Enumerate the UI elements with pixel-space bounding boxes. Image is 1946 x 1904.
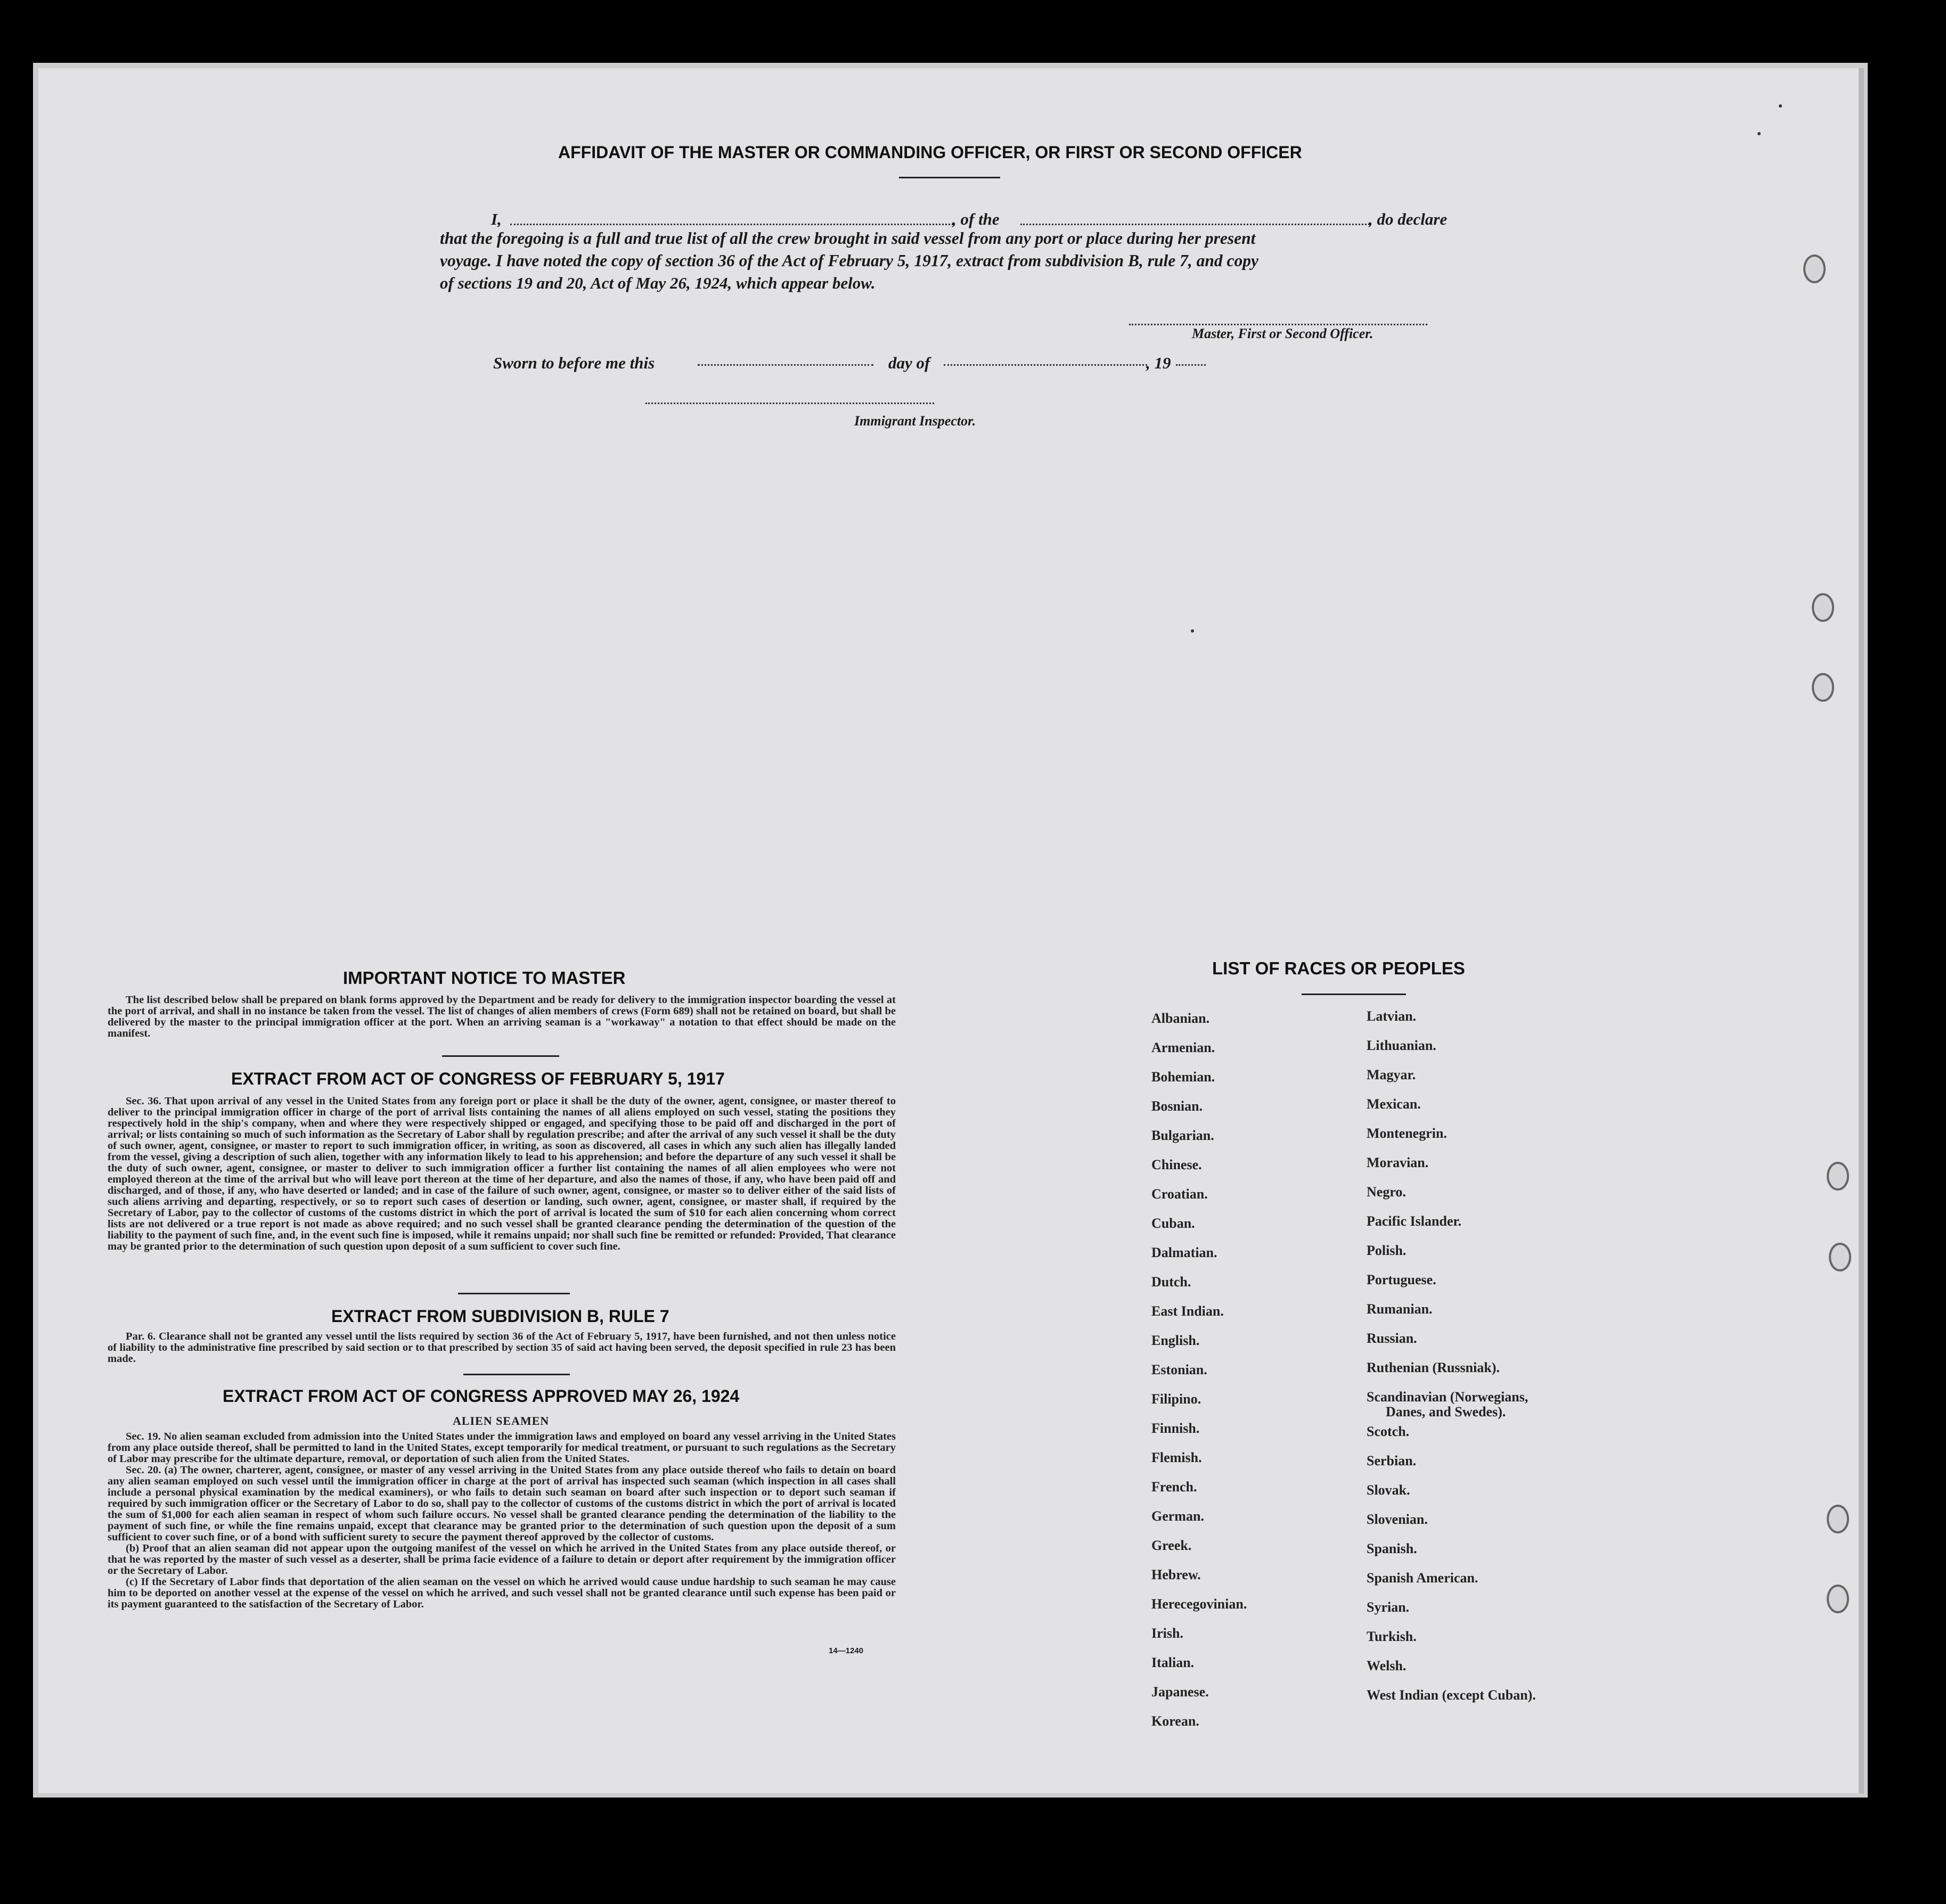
sworn-month-field[interactable]	[944, 364, 1147, 366]
race-item: Japanese.	[1151, 1684, 1209, 1700]
race-item: Estonian.	[1151, 1362, 1207, 1377]
year-prefix: , 19	[1146, 354, 1171, 372]
races-right-column	[1367, 1008, 1601, 1733]
race-item: Montenegrin.	[1367, 1126, 1447, 1141]
day-of-text: day of	[888, 354, 930, 372]
race-item: Herecegovinian.	[1151, 1596, 1247, 1612]
inspector-caption: Immigrant Inspector.	[854, 413, 976, 429]
race-item: Scandinavian (Norwegians,	[1367, 1389, 1528, 1405]
race-item: Spanish.	[1367, 1541, 1417, 1556]
race-item: Serbian.	[1367, 1453, 1417, 1468]
races-title: LIST OF RACES OR PEOPLES	[1212, 958, 1465, 978]
notice-text	[108, 995, 896, 1039]
race-item: Portuguese.	[1367, 1272, 1436, 1287]
extract-1917-text	[108, 1096, 896, 1252]
section-36-paragraph: Sec. 36. That upon arrival of any vessel in the United States from any foreign port or place it shall be the duty of the owner, agent, consignee, or master thereof to deliver to the principal immigration officer in charge of the port of arrival lists containing the names of all aliens employed on such vessel, stating the positions they respectively hold in the ship's company, when and where they were respectively shipped or engaged, and specifying those to be paid off and discharged in the port of arrival; or lists containing so much of such information as the Secretary of Labor shall by regulation prescribe; and after the arrival of any such vessel it shall be the duty of such owner, agent, consignee, or master to report to such immigration officer, in writing, as soon as discovered, all cases in which any such alien has illegally landed from the vessel, giving a description of such alien, together with any information likely to lead to his apprehension; and before the departure of any such vessel it shall be the duty of such owner, agent, consignee, or master to deliver to such immigration officer a further list containing the names of all alien employees who were not employed thereon at the time of the arrival but who will leave port thereon at the time of her departure, and also the names of those, if any, who have been paid off and discharged, and of those, if any, who have deserted or landed; and in case of the failure of such owner, agent, consignee, or master so to deliver either of the said lists of such aliens arriving and departing, respectively, or so to report such cases of desertion or landing, such owner, agent, consignee, or master shall, if required by the Secretary of Labor, pay to the collector of customs of the customs district in which the port of arrival is located the sum of $10 for each alien concerning whom correct lists are not delivered or a true report is not made as above required; and no such vessel shall be granted clearance pending the determination of the question of the liability to the payment of such fine, and, in the event such fine is imposed, while it remains unpaid; nor shall such fine be remitted or refunded: Provided, That clearance may be granted prior to the determination of such question upon deposit of a sum sufficient to cover such fine.	[108, 1095, 896, 1252]
page-edge	[1859, 68, 1864, 1793]
race-item: Dutch.	[1151, 1274, 1191, 1290]
affidavit-line-2: that the foregoing is a full and true list of all the crew brought in said vessel from any port or place during her present	[440, 229, 1256, 248]
notice-title: IMPORTANT NOTICE TO MASTER	[343, 968, 626, 988]
affidavit-line-3: voyage. I have noted the copy of section 36 of the Act of February 5, 1917, extract from subdivision B, rule 7, and copy	[440, 251, 1258, 270]
race-item: Armenian.	[1151, 1040, 1215, 1055]
ink-speck	[1191, 629, 1194, 633]
sworn-text: Sworn to before me this	[493, 354, 655, 372]
binder-hole	[1812, 673, 1834, 702]
race-item: Latvian.	[1367, 1008, 1417, 1024]
affidavit-title-rule	[899, 177, 1000, 178]
race-item: West Indian (except Cuban).	[1367, 1687, 1536, 1703]
race-item: East Indian.	[1151, 1303, 1224, 1319]
race-item: Flemish.	[1151, 1450, 1202, 1465]
race-item: Pacific Islander.	[1367, 1213, 1462, 1229]
subdivision-b-rule	[463, 1374, 570, 1375]
race-item: Welsh.	[1367, 1658, 1407, 1673]
ink-speck	[1757, 132, 1761, 135]
race-item: Scotch.	[1367, 1424, 1410, 1439]
form-number: 14—1240	[829, 1646, 864, 1655]
race-item: Korean.	[1151, 1713, 1199, 1729]
extract-1924-title: EXTRACT FROM ACT OF CONGRESS APPROVED MAY 26, 1924	[223, 1386, 740, 1406]
race-item: Negro.	[1367, 1184, 1406, 1200]
races-title-rule	[1302, 994, 1406, 995]
race-item: Mexican.	[1367, 1096, 1421, 1112]
race-item: Spanish American.	[1367, 1570, 1478, 1586]
binder-hole	[1827, 1162, 1849, 1191]
race-item: Lithuanian.	[1367, 1038, 1436, 1053]
race-item: Filipino.	[1151, 1391, 1201, 1407]
race-item: Dalmatian.	[1151, 1245, 1217, 1260]
inspector-signature-field[interactable]	[645, 403, 934, 404]
race-item: Syrian.	[1367, 1599, 1410, 1615]
affidavit-line-4: of sections 19 and 20, Act of May 26, 1924, which appear below.	[440, 274, 876, 292]
notice-rule	[442, 1055, 559, 1057]
race-item: Russian.	[1367, 1331, 1417, 1346]
affidavit-title: AFFIDAVIT OF THE MASTER OR COMMANDING OFFICER, OR FIRST OR SECOND OFFICER	[558, 143, 1302, 162]
section-20c-paragraph: (c) If the Secretary of Labor finds that deportation of the alien seaman on the vessel on which he arrived would cause undue hardship to such seaman he may cause him to be deported on another vessel at the expense of the vessel on which he arrived, and such vessel shall not be granted clearance until such expense has been paid or its payment guaranteed to the satisfaction of the Secretary of Labor.	[108, 1576, 896, 1610]
subdivision-b-text	[108, 1331, 896, 1365]
binder-hole	[1827, 1505, 1849, 1533]
paragraph-6: Par. 6. Clearance shall not be granted any vessel until the lists required by section 36 of the Act of February 5, 1917, have been furnished, and not then unless notice of liability to the administrative fine prescribed by said section or to that prescribed by section 35 of said act having been served, the deposit specified in rule 23 has been made.	[108, 1331, 896, 1365]
race-item: Bulgarian.	[1151, 1128, 1214, 1143]
race-item: Irish.	[1151, 1626, 1183, 1641]
race-item: Magyar.	[1367, 1067, 1416, 1082]
race-item: Finnish.	[1151, 1421, 1200, 1436]
race-item: Moravian.	[1367, 1155, 1429, 1170]
master-signature-field[interactable]	[1129, 324, 1427, 325]
extract-1917-title: EXTRACT FROM ACT OF CONGRESS OF FEBRUARY 5, 1917	[231, 1069, 725, 1088]
name-field[interactable]	[510, 224, 953, 225]
race-item: Cuban.	[1151, 1216, 1195, 1231]
race-item: Italian.	[1151, 1655, 1195, 1670]
affidavit-do-declare: , do declare	[1369, 210, 1448, 228]
binder-hole	[1803, 255, 1826, 283]
alien-seamen-subtitle: ALIEN SEAMEN	[453, 1414, 550, 1427]
race-item: French.	[1151, 1479, 1197, 1495]
race-item: Turkish.	[1367, 1629, 1417, 1644]
race-item: Slovenian.	[1367, 1512, 1428, 1527]
affidavit-of-the: , of the	[952, 210, 1000, 228]
extract-1917-rule	[458, 1293, 570, 1294]
race-item: Polish.	[1367, 1243, 1407, 1258]
notice-paragraph: The list described below shall be prepared on blank forms approved by the Department and be ready for delivery to the immigration inspector boarding the vessel at the port of arrival, and shall in no instance be taken from the vessel. The list of changes of alien members of crews (Form 689) shall not be retained on board, but shall be delivered by the master to the principal immigration officer at the port. When an arriving seaman is a "workaway" a notation to that effect should be made on the manifest.	[108, 994, 896, 1039]
subdivision-b-title: EXTRACT FROM SUBDIVISION B, RULE 7	[331, 1307, 669, 1326]
race-item: Chinese.	[1151, 1157, 1202, 1172]
race-item: Croatian.	[1151, 1186, 1208, 1202]
race-item: Rumanian.	[1367, 1301, 1433, 1317]
vessel-field[interactable]	[1020, 224, 1370, 225]
race-item: English.	[1151, 1333, 1200, 1348]
extract-1924-text	[108, 1431, 896, 1610]
race-item: Hebrew.	[1151, 1567, 1201, 1582]
race-item: Greek.	[1151, 1538, 1192, 1553]
binder-hole	[1812, 593, 1834, 622]
race-item: Ruthenian (Russniak).	[1367, 1360, 1500, 1375]
sworn-day-field[interactable]	[698, 364, 873, 366]
race-item: Bosnian.	[1151, 1098, 1203, 1114]
section-20a-paragraph: Sec. 20. (a) The owner, charterer, agent, consignee, or master of any vessel arriving in the United States from any place outside thereof who fails to detain on board any alien seaman employed on such vessel until the immigration officer in charge at the port of arrival has inspected such seaman (which inspection in all cases shall include a personal physical examination by the medical examiners), or who fails to detain such seaman on board after such inspection or to deport such seaman if required by such immigration officer or the Secretary of Labor to do so, shall pay to the collector of customs of the customs district in which the port of arrival is located the sum of $1,000 for each alien seaman in respect of whom such failure occurs. No vessel shall be granted clearance pending the determination of the liability to the payment of such fine, or while the fine remains unpaid, except that clearance may be granted prior to the determination of such question upon the deposit of a sum sufficient to cover such fine, or of a bond with sufficient surety to secure the payment thereof approved by the collector of customs.	[108, 1464, 896, 1543]
binder-hole	[1827, 1585, 1849, 1613]
section-20b-paragraph: (b) Proof that an alien seaman did not appear upon the outgoing manifest of the vessel on which he arrived in the United States from any place outside thereof, or that he was reported by the master of such vessel as a deserter, shall be prima facie evidence of a failure to detain or deport after requirement by the immigration officer or the Secretary of Labor.	[108, 1542, 896, 1577]
master-signature-caption: Master, First or Second Officer.	[1192, 326, 1373, 341]
race-item: German.	[1151, 1508, 1204, 1524]
year-field[interactable]	[1176, 364, 1206, 366]
race-item: Slovak.	[1367, 1482, 1410, 1498]
race-item-continuation: Danes, and Swedes).	[1386, 1404, 1506, 1419]
races-left-column	[1151, 1011, 1343, 1735]
race-item: Bohemian.	[1151, 1069, 1215, 1085]
ink-speck	[1779, 104, 1782, 108]
affidavit-i: I,	[491, 210, 502, 228]
binder-hole	[1829, 1243, 1851, 1271]
race-item: Albanian.	[1151, 1011, 1210, 1026]
section-19-paragraph: Sec. 19. No alien seaman excluded from admission into the United States under the immigration laws and employed on board any vessel arriving in the United States from any place outside thereof, shall be permitted to land in the United States, except temporarily for medical treatment, or pursuant to such regulations as the Secretary of Labor may prescribe for the ultimate departure, removal, or deportation of such alien from the United States.	[108, 1431, 896, 1465]
